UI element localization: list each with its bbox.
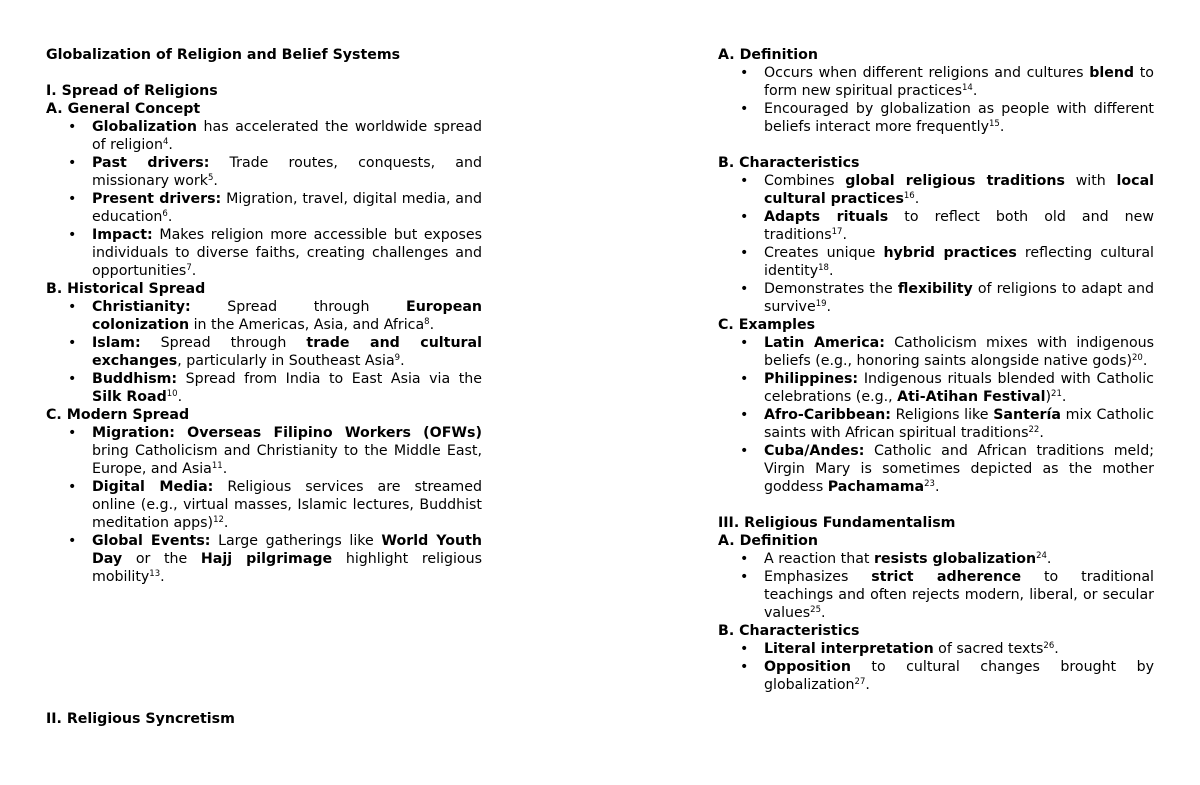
list-item: • Encouraged by globalization as people with different beliefs interact more frequently$^{15}$. (718, 100, 1154, 136)
modern-spread-heading: C. Modern Spread (46, 407, 190, 423)
section-2-heading: II. Religious Syncretism (46, 711, 235, 727)
list-item: • Latin America: Catholicism mixes with indigenous beliefs (e.g., honoring saints alongside native gods)$^{20}$. (718, 334, 1154, 370)
fundamentalism-characteristics-list (718, 640, 1154, 694)
section-2-heading-block (46, 710, 482, 728)
section-3-heading: III. Religious Fundamentalism (718, 515, 956, 531)
syncretism-definition-list (718, 64, 1154, 136)
document-title: Globalization of Religion and Belief Systems (46, 47, 401, 63)
syncretism-characteristics-heading: B. Characteristics (718, 155, 860, 171)
list-item: • Combines global religious traditions with local cultural practices$^{16}$. (718, 172, 1154, 208)
list-item: • Christianity: Spread through European colonization in the Americas, Asia, and Africa$^8$. (46, 298, 482, 334)
list-item: • Globalization has accelerated the worldwide spread of religion$^4$. (46, 118, 482, 154)
syncretism-examples-heading: C. Examples (718, 317, 816, 333)
list-item: • Afro-Caribbean: Religions like Santería mix Catholic saints with African spiritual traditions$^{22}$. (718, 406, 1154, 442)
list-item: • Buddhism: Spread from India to East Asia via the Silk Road$^{10}$. (46, 370, 482, 406)
fundamentalism-characteristics-heading: B. Characteristics (718, 623, 860, 639)
list-item: • Demonstrates the flexibility of religions to adapt and survive$^{19}$. (718, 280, 1154, 316)
left-column (46, 46, 482, 586)
list-item: • Emphasizes strict adherence to traditional teachings and often rejects modern, liberal, or secular values$^{25}$. (718, 568, 1154, 622)
right-column (718, 46, 1154, 694)
list-item: • Migration: Overseas Filipino Workers (OFWs) bring Catholicism and Christianity to the Middle East, Europe, and Asia$^{11}$. (46, 424, 482, 478)
general-concept-list (46, 118, 482, 280)
list-item: • Islam: Spread through trade and cultural exchanges, particularly in Southeast Asia$^9$. (46, 334, 482, 370)
syncretism-characteristics-list (718, 172, 1154, 316)
list-item: • Creates unique hybrid practices reflecting cultural identity$^{18}$. (718, 244, 1154, 280)
list-item: • Philippines: Indigenous rituals blended with Catholic celebrations (e.g., Ati-Atihan Festival)$^{21}$. (718, 370, 1154, 406)
modern-spread-list (46, 424, 482, 586)
general-concept-heading: A. General Concept (46, 101, 201, 117)
list-item: • Literal interpretation of sacred texts$^{26}$. (718, 640, 1154, 658)
list-item: • Present drivers: Migration, travel, digital media, and education$^6$. (46, 190, 482, 226)
list-item: • Digital Media: Religious services are streamed online (e.g., virtual masses, Islamic lectures, Buddhist meditation apps)$^{12}$. (46, 478, 482, 532)
list-item: • Global Events: Large gatherings like World Youth Day or the Hajj pilgrimage highlight religious mobility$^{13}$. (46, 532, 482, 586)
historical-spread-heading: B. Historical Spread (46, 281, 206, 297)
syncretism-definition-heading: A. Definition (718, 47, 818, 63)
list-item: • Opposition to cultural changes brought by globalization$^{27}$. (718, 658, 1154, 694)
list-item: • A reaction that resists globalization$^{24}$. (718, 550, 1154, 568)
fundamentalism-definition-heading: A. Definition (718, 533, 818, 549)
section-1-heading: I. Spread of Religions (46, 83, 218, 99)
fundamentalism-definition-list (718, 550, 1154, 622)
historical-spread-list (46, 298, 482, 406)
syncretism-examples-list (718, 334, 1154, 496)
list-item: • Impact: Makes religion more accessible but exposes individuals to diverse faiths, creating challenges and opportunities$^7$. (46, 226, 482, 280)
list-item: • Occurs when different religions and cultures blend to form new spiritual practices$^{14}$. (718, 64, 1154, 100)
list-item: • Past drivers: Trade routes, conquests, and missionary work$^5$. (46, 154, 482, 190)
list-item: • Cuba/Andes: Catholic and African traditions meld; Virgin Mary is sometimes depicted as the mother goddess Pachamama$^{23}$. (718, 442, 1154, 496)
list-item: • Adapts rituals to reflect both old and new traditions$^{17}$. (718, 208, 1154, 244)
